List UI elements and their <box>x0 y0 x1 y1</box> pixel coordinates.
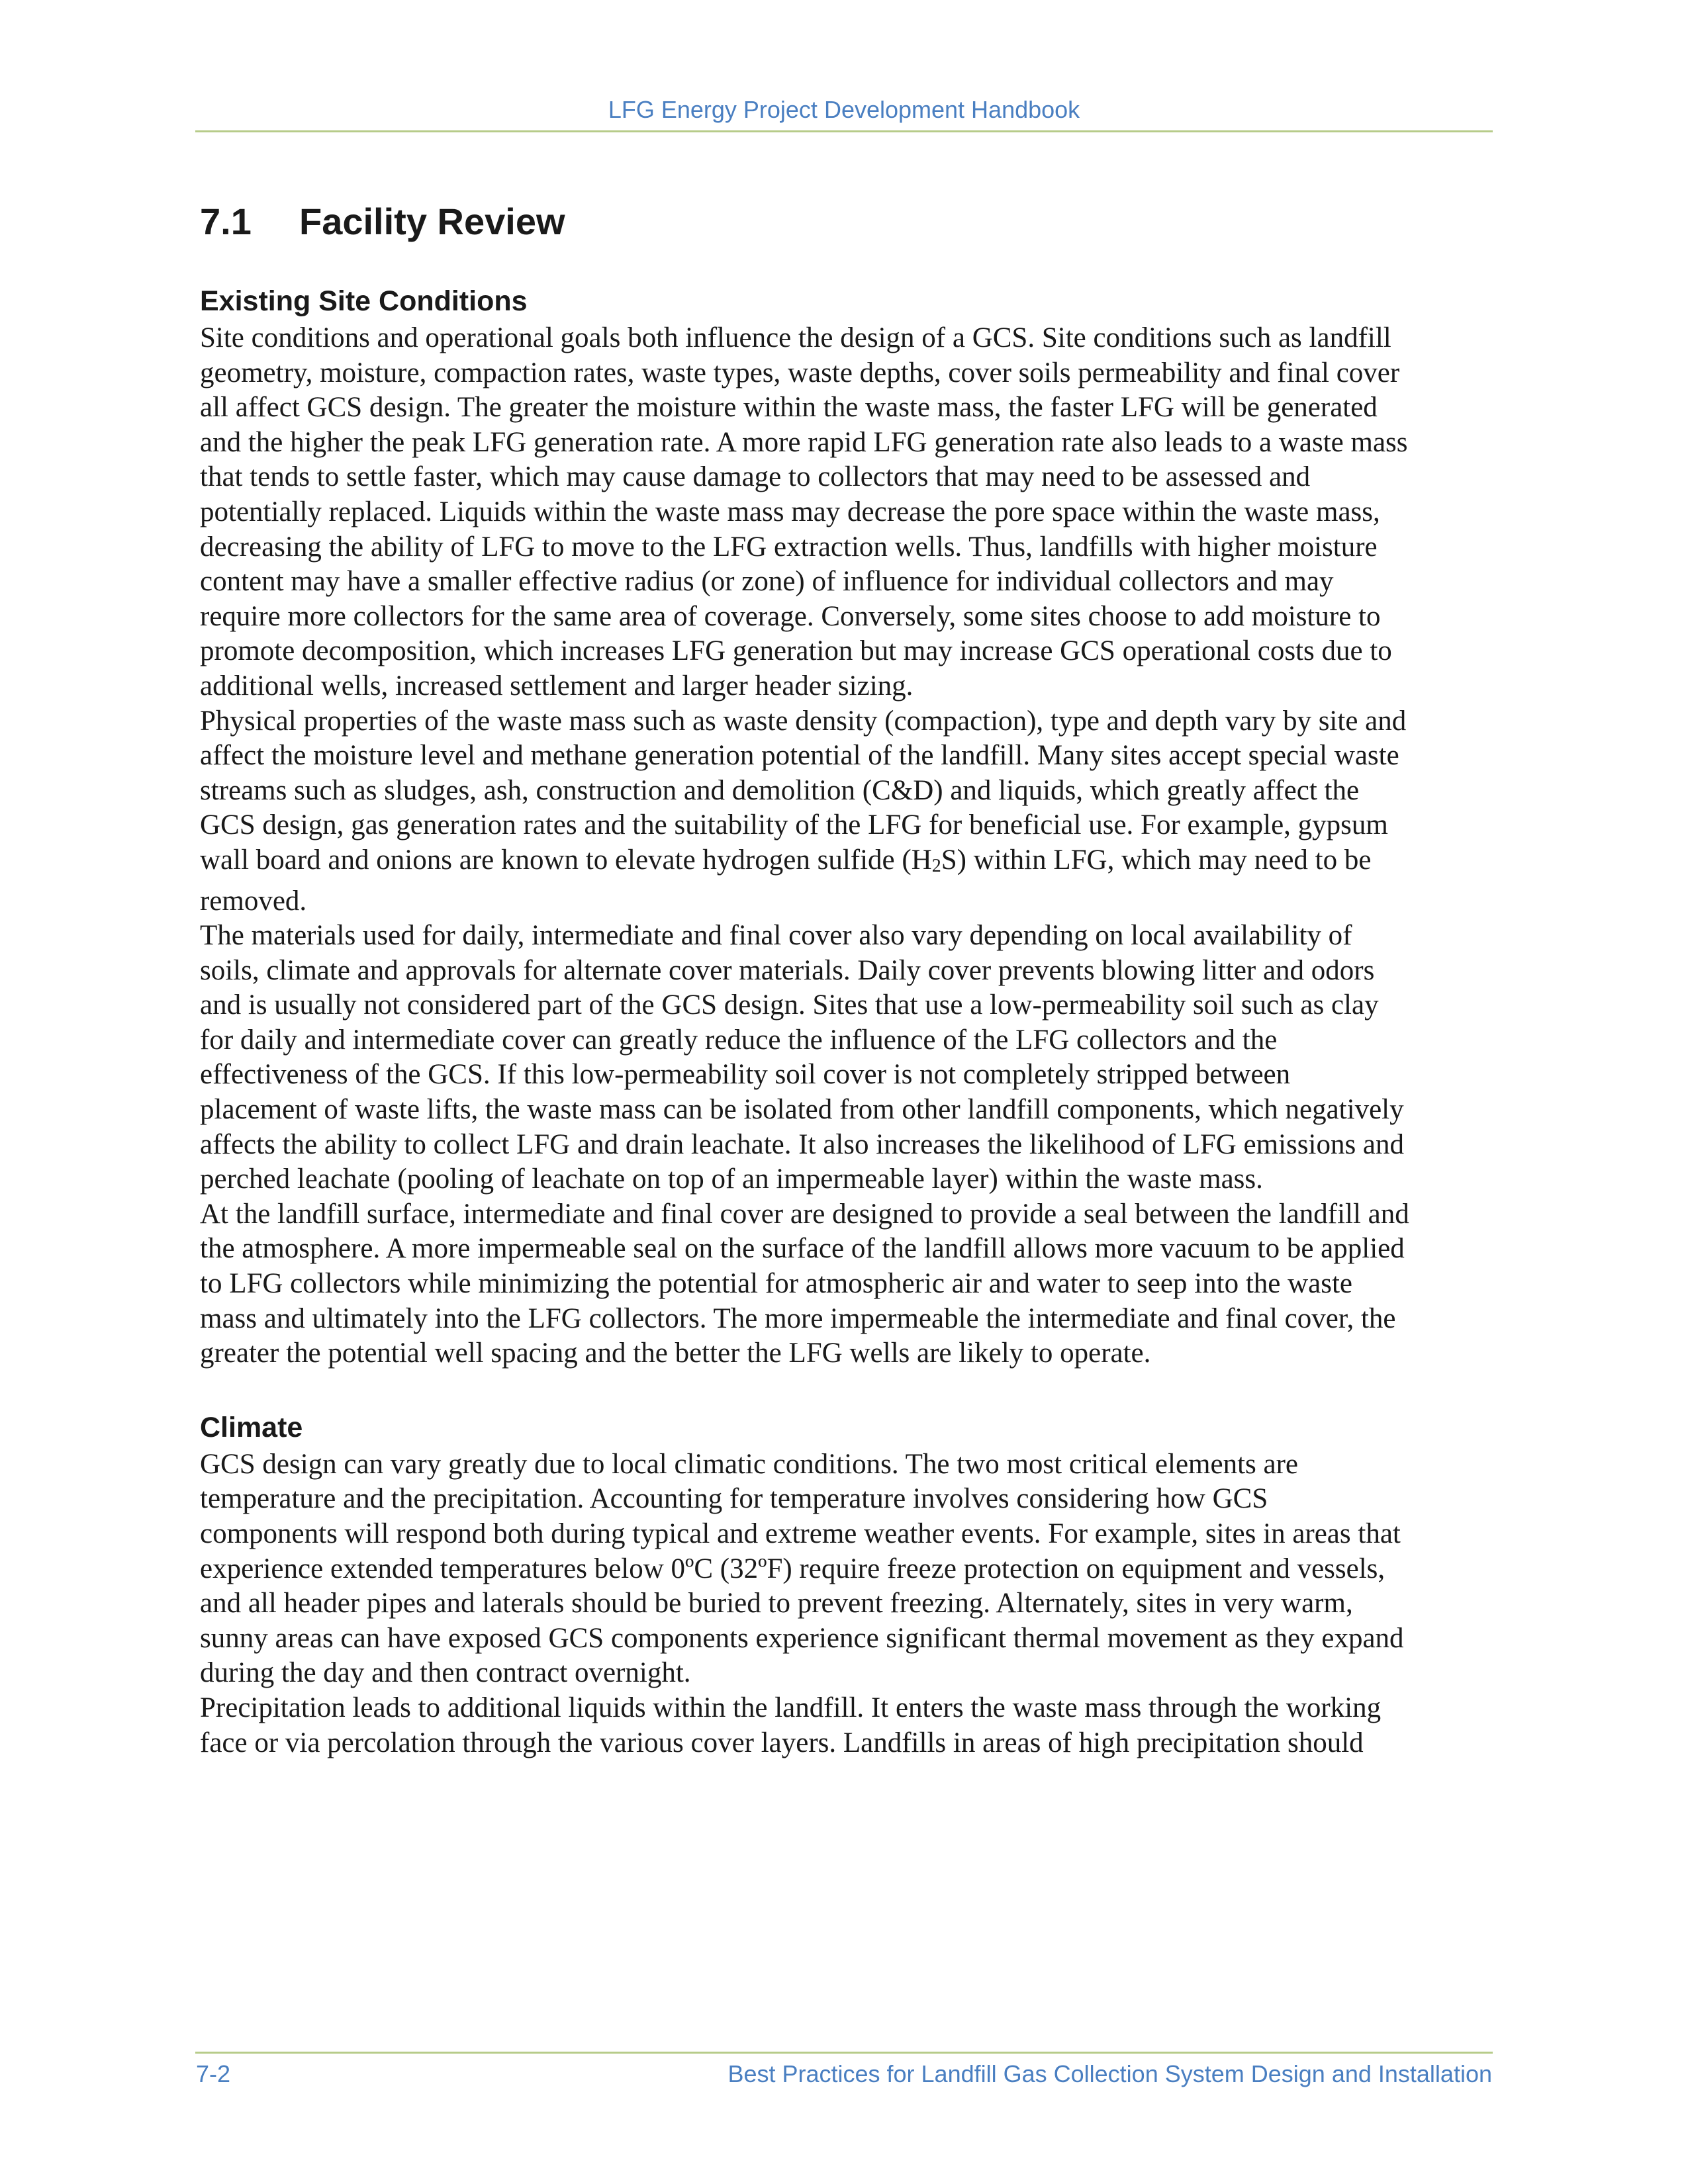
footer-divider <box>195 2052 1493 2054</box>
subheading-climate: Climate <box>200 1411 303 1443</box>
paragraph-text: Physical properties of the waste mass such as waste density (compaction), type and depth vary by site and affect the moisture level and methane generation potential of the landfill. Many sites accept special waste streams such as sludges, ash, construction and demolition (C&D) and liquids, which greatly affect the GCS design, gas generation rates and the suitability of the LFG for beneficial use. For example, gypsum wall board and onions are known to elevate hydrogen sulfide (H <box>200 705 1407 876</box>
subheading-existing-site-conditions: Existing Site Conditions <box>200 285 528 317</box>
paragraph-site-conditions: Site conditions and operational goals both influence the design of a GCS. Site conditions such as landfill geometry, moisture, compaction rates, waste types, waste depths, cover soils permeability and final cover all affect GCS design. The greater the moisture within the waste mass, the faster LFG will be generated and the higher the peak LFG generation rate. A more rapid LFG generation rate also leads to a waste mass that tends to settle faster, which may cause damage to collectors that may need to be assessed and potentially replaced. Liquids within the waste mass may decrease the pore space within the waste mass, decreasing the ability of LFG to move to the LFG extraction wells. Thus, landfills with higher moisture content may have a smaller effective radius (or zone) of influence for individual collectors and may require more collectors for the same area of coverage. Conversely, some sites choose to add moisture to promote decomposition, which increases LFG generation but may increase GCS operational costs due to additional wells, increased settlement and larger header sizing. <box>200 322 1408 702</box>
section-number: 7.1 <box>200 201 252 242</box>
paragraph-cover-materials: The materials used for daily, intermediate and final cover also vary depending on local availability of soils, climate and approvals for alternate cover materials. Daily cover prevents blowing litter and odors and is usually not considered part of the GCS design. Sites that use a low-permeability soil such as clay for daily and intermediate cover can greatly reduce the influence of the LFG collectors and the effectiveness of the GCS. If this low-permeability soil cover is not completely stripped between placement of waste lifts, the waste mass can be isolated from other landfill components, which negatively affects the ability to collect LFG and drain leachate. It also increases the likelihood of LFG emissions and perched leachate (pooling of leachate on top of an impermeable layer) within the waste mass. <box>200 920 1405 1195</box>
section-heading <box>200 195 1497 248</box>
paragraph-landfill-surface: At the landfill surface, intermediate and final cover are designed to provide a seal between the landfill and the atmosphere. A more impermeable seal on the surface of the landfill allows more vacuum to be applied to LFG collectors while minimizing the potential for atmospheric air and water to seep into the waste mass and ultimately into the LFG collectors. The more impermeable the intermediate and final cover, the greater the potential well spacing and the better the LFG wells are likely to operate. <box>200 1198 1409 1369</box>
paragraph-text: S) within LFG, which may need to be removed. <box>200 844 1372 917</box>
section-title: Facility Review <box>299 201 565 242</box>
footer-page-number: 7-2 <box>196 2060 231 2087</box>
page-content <box>200 195 1497 1760</box>
running-header: LFG Energy Project Development Handbook <box>608 96 1080 123</box>
paragraph-precipitation: Precipitation leads to additional liquids within the landfill. It enters the waste mass through the working face or via percolation through the various cover layers. Landfills in areas of high precipitation should <box>200 1692 1382 1758</box>
header-divider <box>195 130 1493 132</box>
footer-title: Best Practices for Landfill Gas Collection System Design and Installation <box>727 2060 1492 2087</box>
subscript-2: 2 <box>931 855 941 876</box>
paragraph-physical-properties <box>200 704 1497 919</box>
paragraph-climate: GCS design can vary greatly due to local climatic conditions. The two most critical elements are temperature and the precipitation. Accounting for temperature involves considering how GCS components will respond both during typical and extreme weather events. For example, sites in areas that experience extended temperatures below 0ºC (32ºF) require freeze protection on equipment and vessels, and all header pipes and laterals should be buried to prevent freezing. Alternately, sites in very warm, sunny areas can have exposed GCS components experience significant thermal movement as they expand during the day and then contract overnight. <box>200 1448 1404 1689</box>
